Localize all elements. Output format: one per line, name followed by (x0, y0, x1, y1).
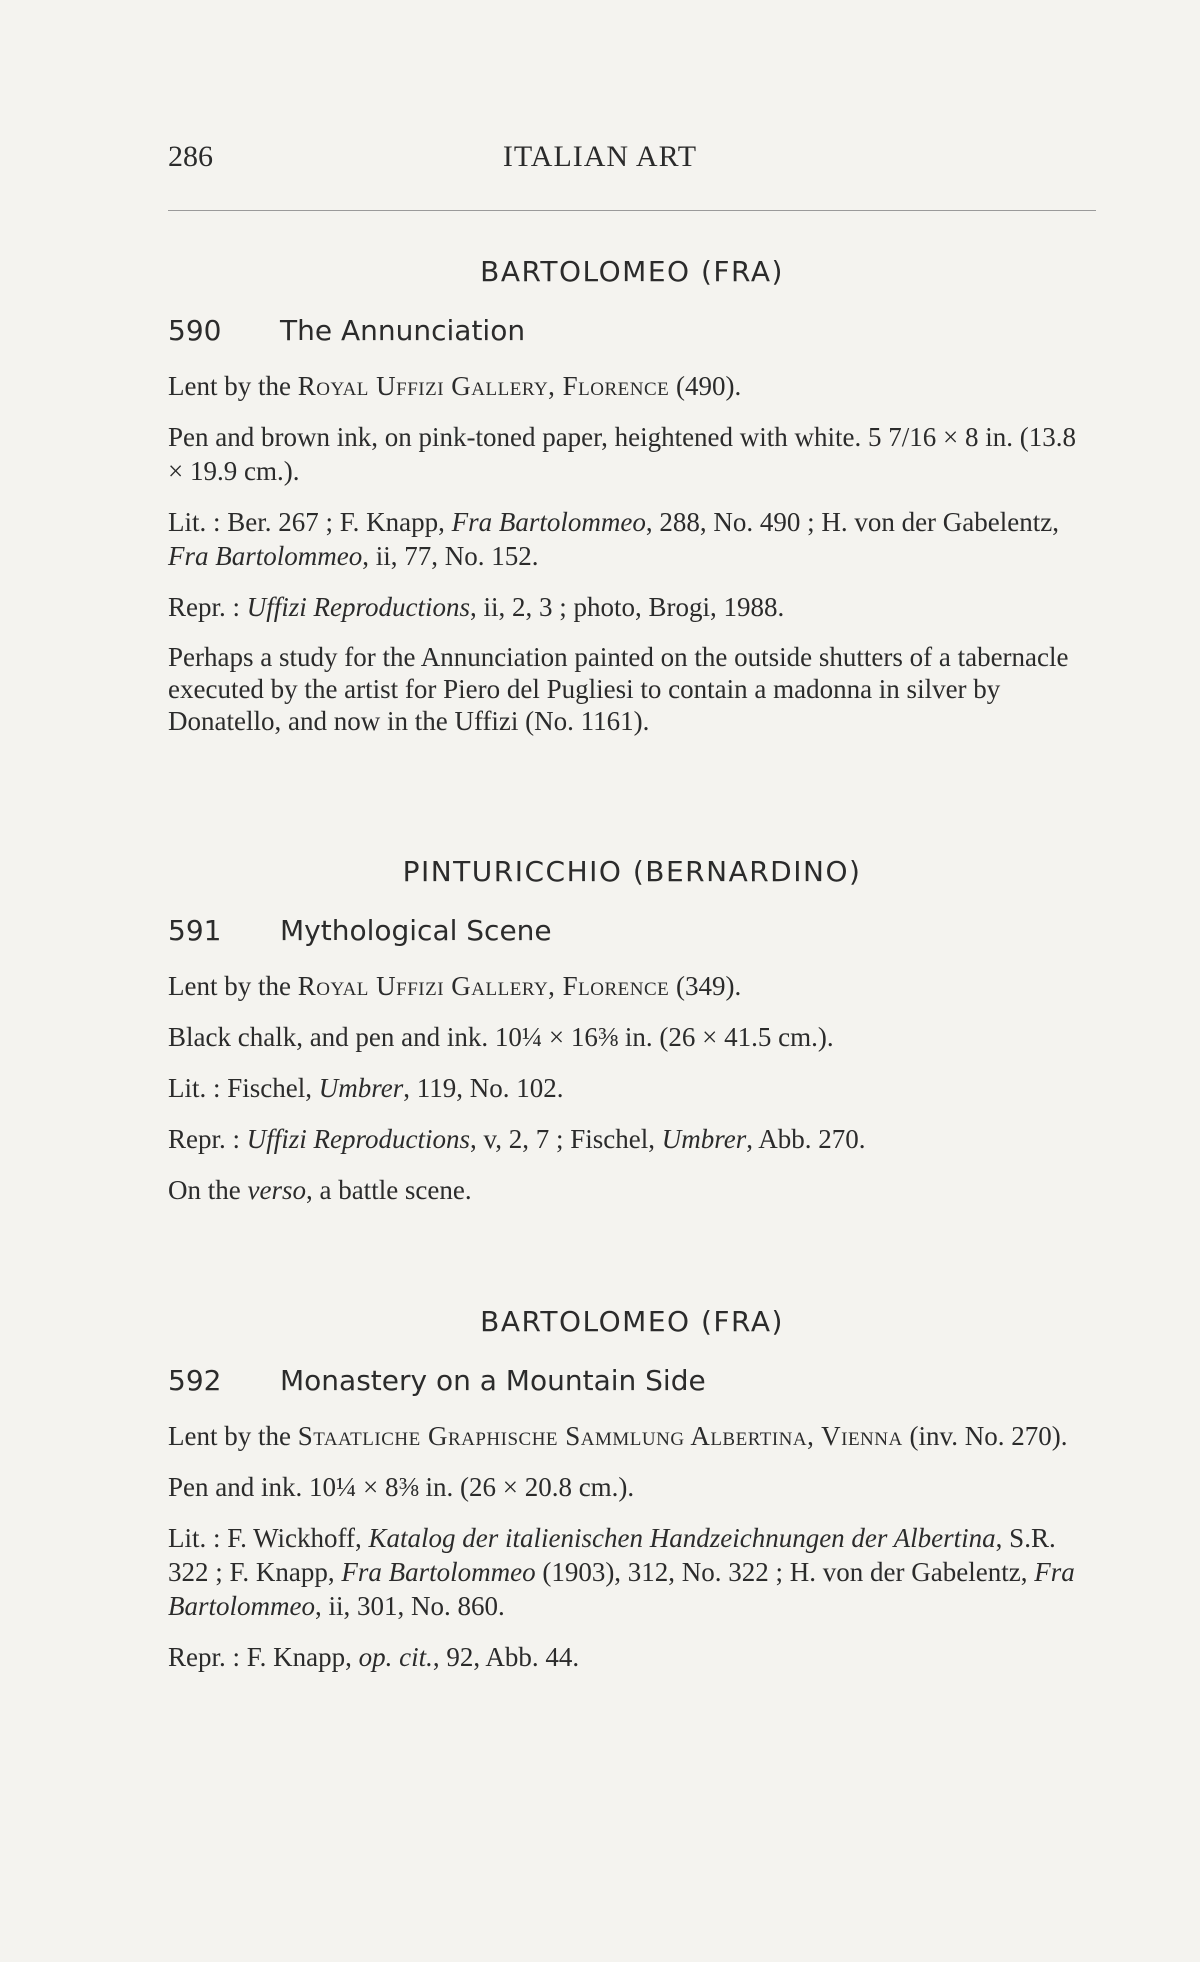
catalogue-entry-590 (168, 255, 1096, 737)
catalogue-entry-591 (168, 855, 1096, 1224)
reproduction-line: Repr. : Uffizi Reproductions, ii, 2, 3 ; photo, Brogi, 1988. (168, 592, 785, 622)
note: Perhaps a study for the Annunciation painted on the outside shutters of a tabernacle executed by the artist for Piero del Pugliesi to contain a madonna in silver by Donatello, and now in the Uffizi (No. 1161). (168, 642, 1069, 736)
medium: Pen and ink. (168, 1472, 303, 1502)
catalogue-entry-592 (168, 1305, 1096, 1691)
literature-line: Lit. : Fischel, Umbrer, 119, No. 102. (168, 1073, 564, 1103)
running-title: ITALIAN ART (502, 140, 698, 173)
dimensions: 10¼ × 8⅜ in. (26 × 20.8 cm.). (309, 1472, 635, 1502)
catalogue-number: 592 (168, 1364, 222, 1397)
header-rule (168, 210, 1096, 211)
lender-name: Staatliche Graphische Sammlung Albertina, Vienna (297, 1421, 903, 1451)
reproduction-line: Repr. : Uffizi Reproductions, v, 2, 7 ; Fischel, Umbrer, Abb. 270. (168, 1124, 866, 1154)
entry-heading (168, 314, 1096, 347)
note: On the verso, a battle scene. (168, 1175, 472, 1205)
page-number: 286 (168, 140, 213, 173)
lender-name: Royal Uffizi Gallery, Florence (297, 971, 670, 1001)
dimensions: 5 7/16 × 8 in. (13.8 × 19.9 cm.). (168, 422, 1077, 486)
artist-heading: BARTOLOMEO (FRA) (480, 1305, 784, 1338)
lender-line: Lent by the Royal Uffizi Gallery, Florence (490). (168, 371, 742, 401)
medium-line (168, 1470, 1096, 1504)
lender-line: Lent by the Royal Uffizi Gallery, Florence (349). (168, 971, 742, 1001)
literature-line: Lit. : Ber. 267 ; F. Knapp, Fra Bartolommeo, 288, No. 490 ; H. von der Gabelentz, Fra Bartolommeo, ii, 77, No. 152. (168, 507, 1059, 571)
lender-name: Royal Uffizi Gallery, Florence (297, 371, 670, 401)
running-head (0, 140, 1200, 180)
entry-heading (168, 914, 1096, 947)
lender-line: Lent by the Staatliche Graphische Sammlung Albertina, Vienna (inv. No. 270). (168, 1421, 1068, 1451)
catalogue-number: 591 (168, 914, 222, 947)
artist-heading: BARTOLOMEO (FRA) (480, 255, 784, 288)
reproduction-line: Repr. : F. Knapp, op. cit., 92, Abb. 44. (168, 1642, 580, 1672)
dimensions: 10¼ × 16⅜ in. (26 × 41.5 cm.). (494, 1022, 834, 1052)
artist-heading: PINTURICCHIO (BERNARDINO) (402, 855, 862, 888)
medium: Black chalk, and pen and ink. (168, 1022, 489, 1052)
literature-line: Lit. : F. Wickhoff, Katalog der italienischen Handzeichnungen der Albertina, S.R. 322 ; F. Knapp, Fra Bartolommeo (1903), 312, No. 322 ; H. von der Gabelentz, Fra Bartolommeo, ii, 301, No. 860. (168, 1523, 1075, 1621)
catalogue-number: 590 (168, 314, 222, 347)
medium: Pen and brown ink, on pink-toned paper, heightened with white. (168, 422, 862, 452)
work-title: The Annunciation (280, 314, 526, 347)
entry-heading (168, 1364, 1096, 1397)
work-title: Mythological Scene (280, 914, 552, 947)
work-title: Monastery on a Mountain Side (280, 1364, 706, 1397)
medium-line (168, 420, 1096, 488)
medium-line (168, 1020, 1096, 1054)
